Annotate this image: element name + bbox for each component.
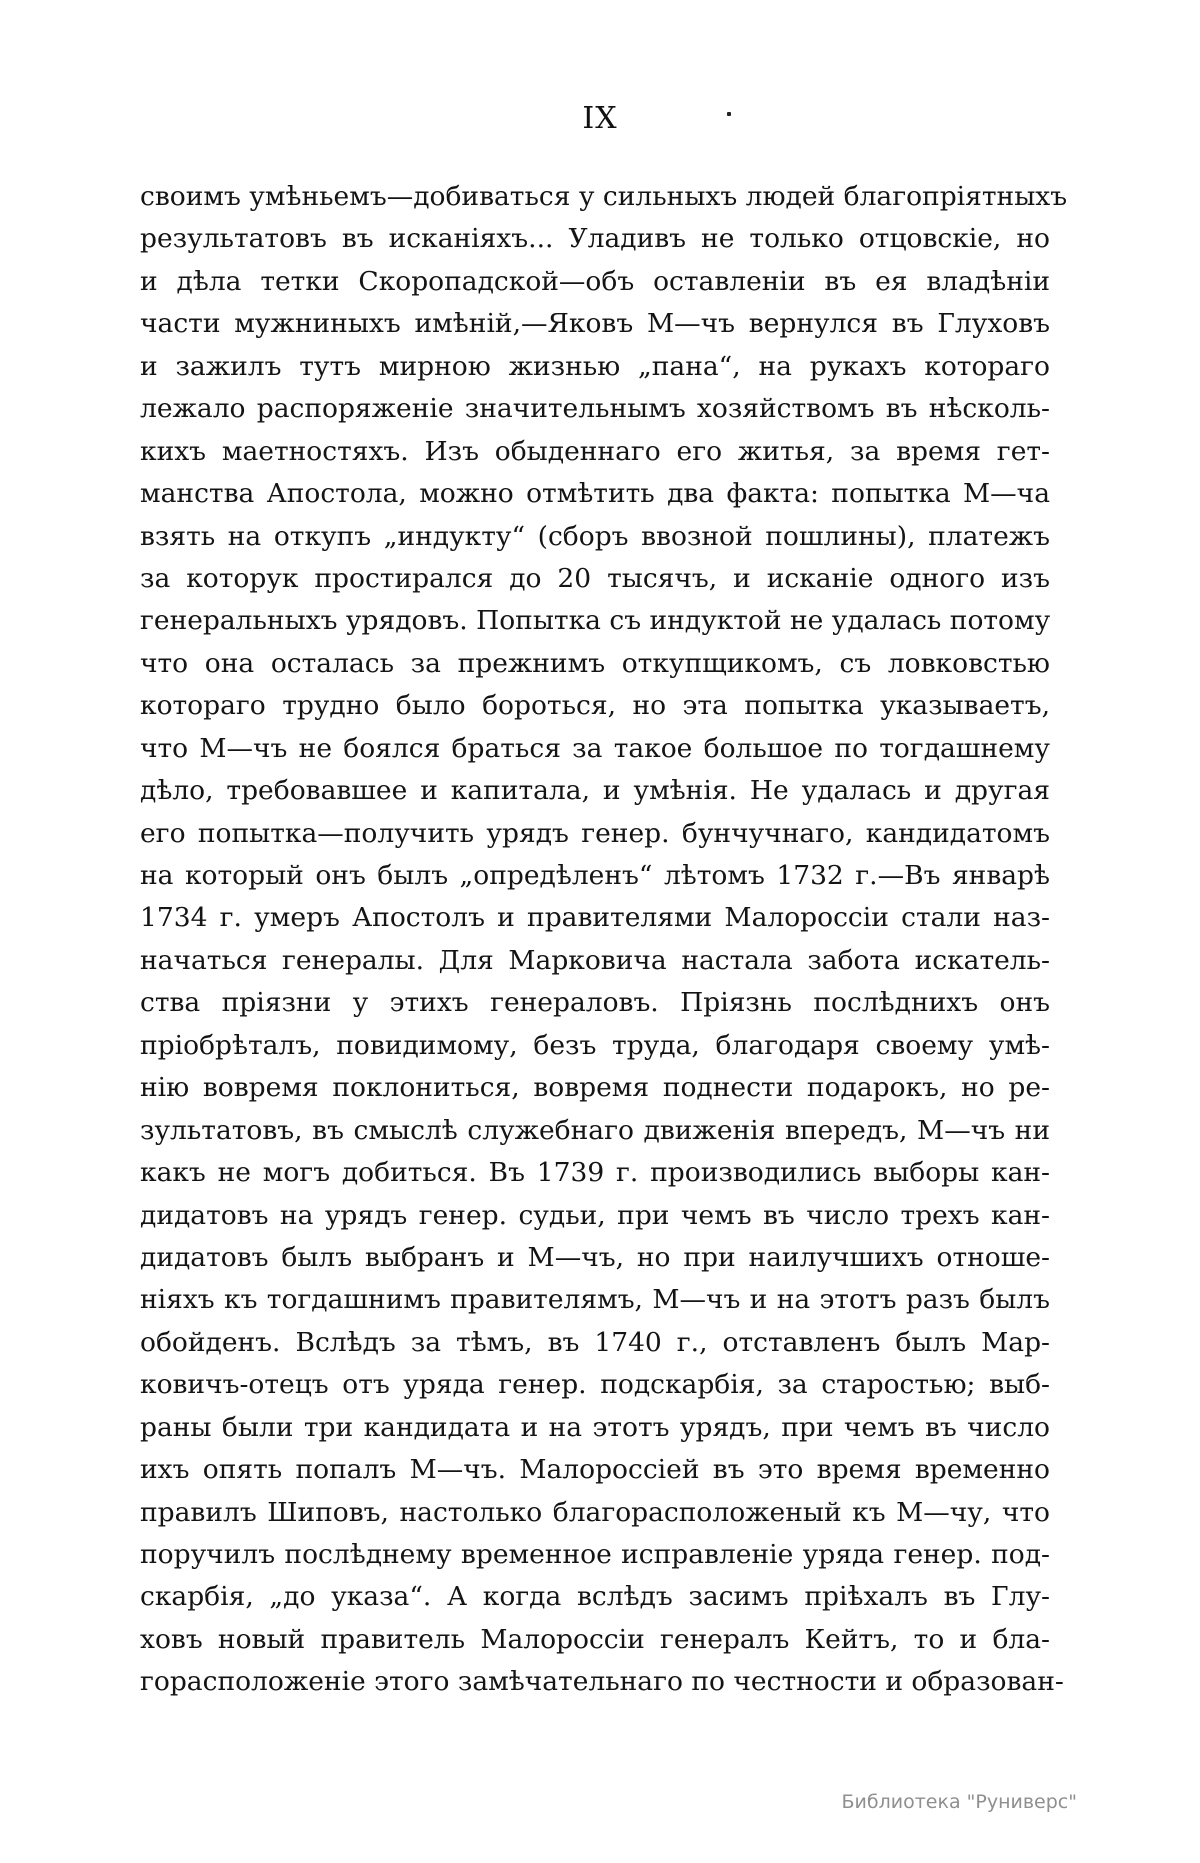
- text-line: результатовъ въ исканіяхъ... Уладивъ не только отцовскіе, но: [140, 223, 1050, 255]
- text-line: пріобрѣталъ, повидимому, безъ труда, благодаря своему умѣ-: [140, 1029, 1050, 1061]
- text-line: ства пріязни у этихъ генераловъ. Пріязнь послѣднихъ онъ: [140, 987, 1050, 1019]
- text-line: ковичъ-отецъ отъ уряда генер. подскарбія, за старостью; выб-: [140, 1369, 1050, 1401]
- library-watermark: Библиотека "Руниверс": [841, 1791, 1077, 1813]
- text-line: что она осталась за прежнимъ откупщикомъ, съ ловковстью: [140, 647, 1050, 679]
- text-line: части мужниныхъ имѣній,—Яковъ М—чъ вернулся въ Глуховъ: [140, 308, 1050, 340]
- text-line: генеральныхъ урядовъ. Попытка съ индуктой не удалась потому: [140, 605, 1051, 637]
- text-line: и дѣла тетки Скоропадской—объ оставленіи въ ея владѣніи: [140, 265, 1050, 297]
- text-line: дидатовъ былъ выбранъ и М—чъ, но при наилучшихъ отноше-: [140, 1241, 1050, 1273]
- text-line: правилъ Шиповъ, настолько благорасположеный къ М—чу, что: [140, 1496, 1050, 1528]
- page-number: IX: [582, 101, 618, 136]
- text-line: начаться генералы. Для Марковича настала забота искатель-: [140, 944, 1050, 976]
- text-line: скарбія, „до указа“. А когда вслѣдъ засимъ пріѣхалъ въ Глу-: [140, 1581, 1050, 1613]
- text-line: нію вовремя поклониться, вовремя поднести подарокъ, но ре-: [140, 1072, 1050, 1104]
- text-line: ніяхъ къ тогдашнимъ правителямъ, М—чъ и на этотъ разъ былъ: [140, 1284, 1050, 1316]
- text-line: ховъ новый правитель Малороссіи генералъ Кейтъ, то и бла-: [140, 1623, 1050, 1655]
- text-line: дидатовъ на урядъ генер. судьи, при чемъ въ число трехъ кан-: [140, 1199, 1050, 1231]
- text-line: горасположеніе этого замѣчательнаго по честности и образован-: [140, 1666, 1064, 1698]
- text-line: котораго трудно было бороться, но эта попытка указываетъ,: [140, 690, 1050, 722]
- text-line: манства Апостола, можно отмѣтить два факта: попытка М—ча: [140, 478, 1050, 510]
- text-line: ихъ опять попалъ М—чъ. Малороссіей въ это время временно: [140, 1454, 1050, 1486]
- text-line: его попытка—получить урядъ генер. бунчучнаго, кандидатомъ: [140, 817, 1050, 849]
- text-line: дѣло, требовавшее и капитала, и умѣнія. Не удалась и другая: [140, 775, 1050, 807]
- text-line: взять на откупъ „индукту“ (сборъ ввозной пошлины), платежъ: [140, 520, 1050, 552]
- text-line: какъ не могъ добиться. Въ 1739 г. производились выборы кан-: [140, 1157, 1050, 1189]
- text-line: лежало распоряженіе значительнымъ хозяйствомъ въ нѣсколь-: [140, 393, 1050, 425]
- text-line: что М—чъ не боялся браться за такое большое по тогдашнему: [140, 732, 1050, 764]
- text-line: поручилъ послѣднему временное исправленіе уряда генер. под-: [140, 1539, 1050, 1570]
- text-line: и зажилъ тутъ мирною жизнью „пана“, на рукахъ котораго: [140, 350, 1050, 382]
- text-line: кихъ маетностяхъ. Изъ обыденнаго его житья, за время гет-: [140, 435, 1050, 467]
- text-line: на который онъ былъ „опредѣленъ“ лѣтомъ 1732 г.—Въ январѣ: [140, 860, 1050, 891]
- body-text: [140, 176, 1068, 1704]
- text-line: зультатовъ, въ смыслѣ служебнаго движенія впередъ, М—чъ ни: [140, 1114, 1050, 1146]
- text-line: 1734 г. умеръ Апостолъ и правителями Малороссіи стали наз-: [140, 902, 1050, 934]
- text-line: обойденъ. Вслѣдъ за тѣмъ, въ 1740 г., отставленъ былъ Мар-: [140, 1326, 1050, 1358]
- text-line: за которук простирался до 20 тысячъ, и исканіе одного изъ: [140, 562, 1050, 594]
- print-speck: [727, 112, 731, 116]
- text-line: раны были три кандидата и на этотъ урядъ, при чемъ въ число: [140, 1411, 1050, 1443]
- text-line: своимъ умѣньемъ—добиваться у сильныхъ людей благопріятныхъ: [140, 181, 1068, 212]
